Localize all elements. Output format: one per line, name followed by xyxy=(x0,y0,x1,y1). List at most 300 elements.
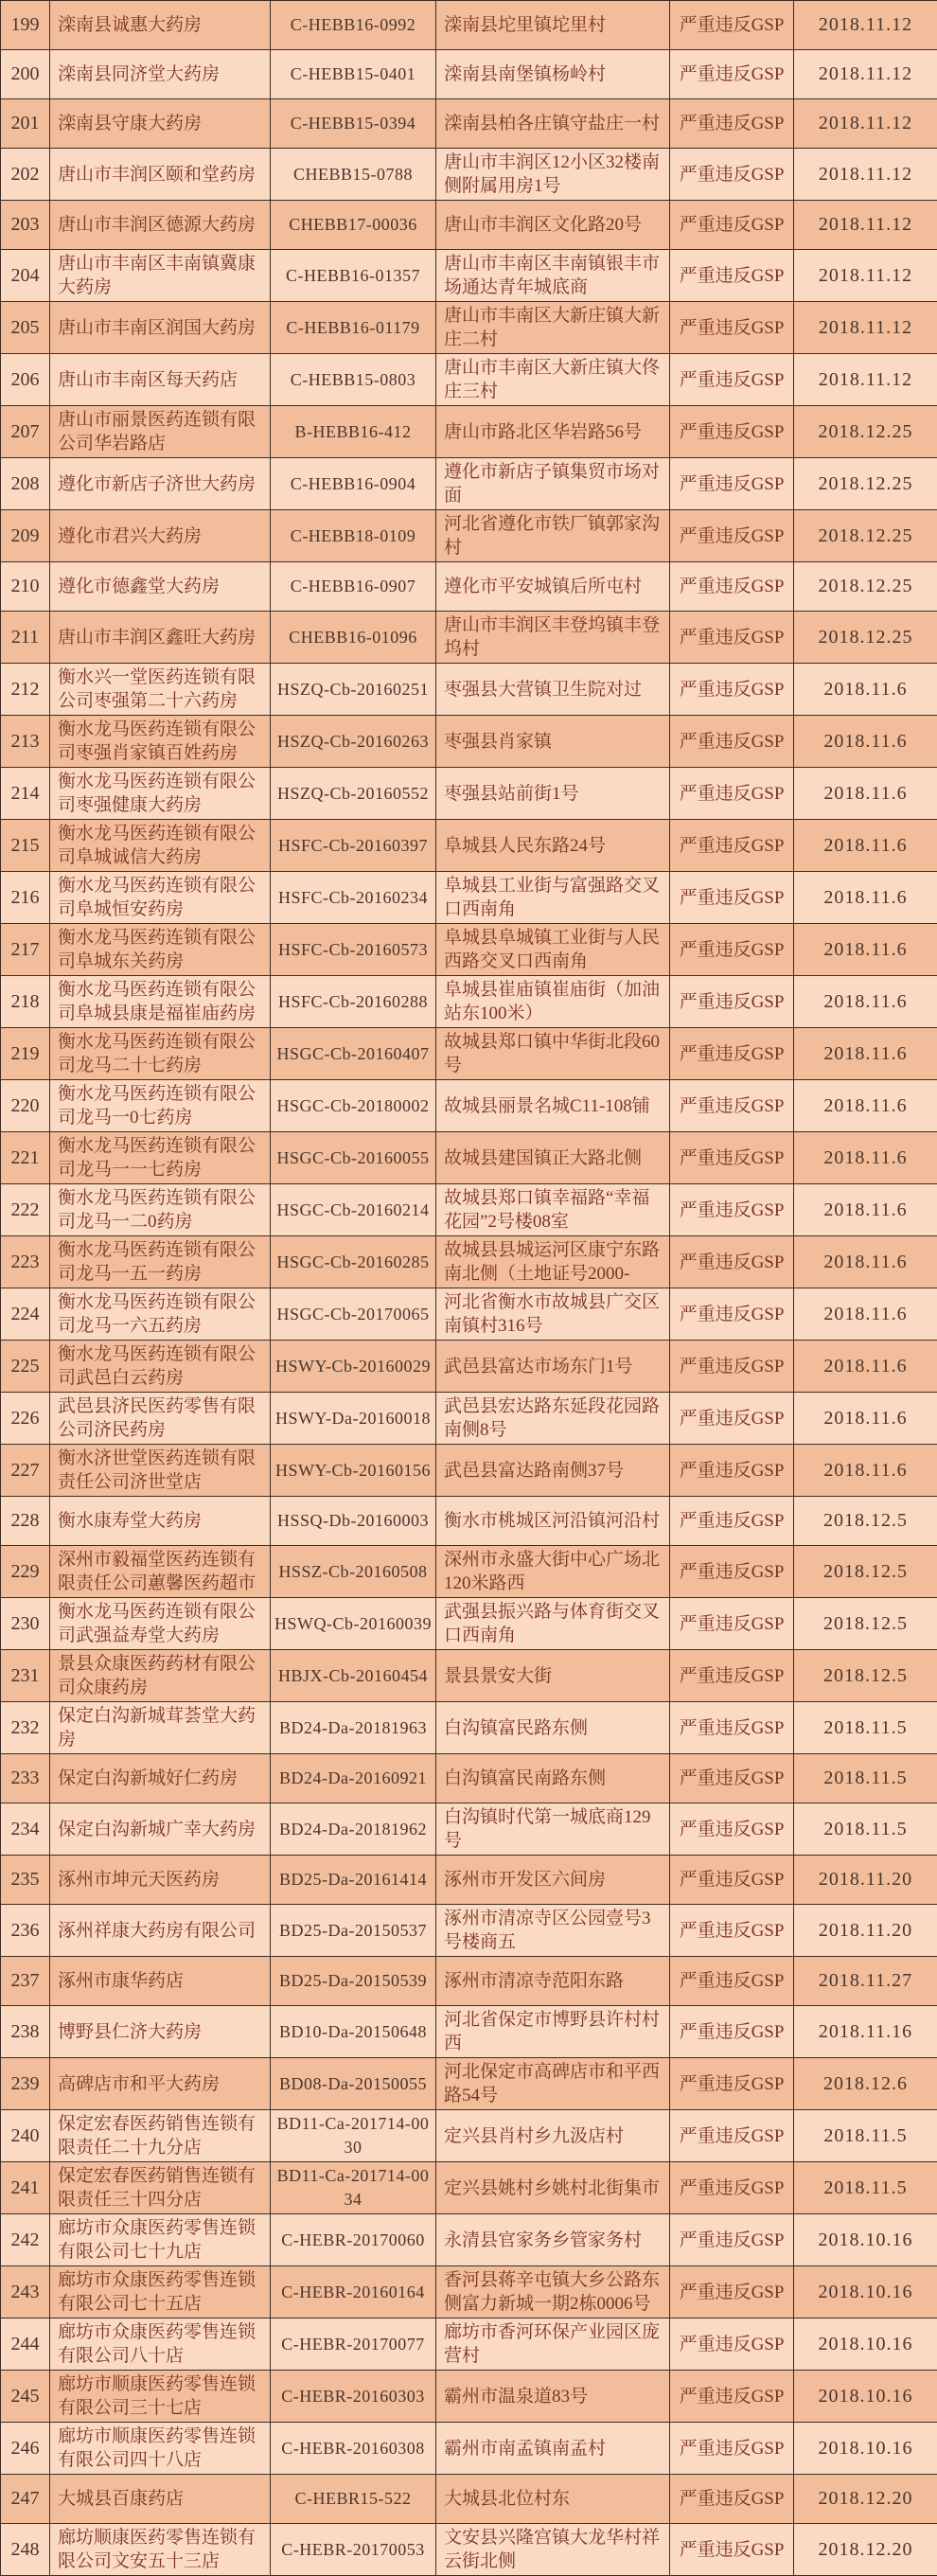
cell-pharmacy-name: 衡水康寿堂大药房 xyxy=(50,1497,271,1546)
cell-address: 故城县郑口镇幸福路“幸福花园”2号楼08室 xyxy=(436,1184,670,1236)
cell-license-code: CHEBB16-01096 xyxy=(271,612,436,664)
cell-pharmacy-name: 唐山市丽景医药连锁有限公司华岩路店 xyxy=(50,406,271,458)
cell-license-code: BD24-Da-20181963 xyxy=(271,1702,436,1754)
cell-license-code: C-HEBR-20160164 xyxy=(271,2266,436,2318)
cell-license-code: C-HEBB15-0803 xyxy=(271,354,436,406)
cell-violation: 严重违反GSP xyxy=(670,201,794,250)
cell-row-number: 248 xyxy=(1,2524,50,2576)
cell-violation: 严重违反GSP xyxy=(670,872,794,924)
cell-pharmacy-name: 衡水兴一堂医药连锁有限公司枣强第二十六药房 xyxy=(50,664,271,716)
cell-violation: 严重违反GSP xyxy=(670,2475,794,2524)
cell-pharmacy-name: 保定白沟新城广幸大药房 xyxy=(50,1803,271,1856)
cell-pharmacy-name: 涿州祥康大药房有限公司 xyxy=(50,1905,271,1957)
cell-violation: 严重违反GSP xyxy=(670,1,794,50)
cell-address: 永清县官家务乡管家务村 xyxy=(436,2214,670,2266)
cell-address: 景县景安大街 xyxy=(436,1650,670,1702)
cell-row-number: 201 xyxy=(1,99,50,149)
cell-address: 故城县建国镇正大路北侧 xyxy=(436,1132,670,1184)
cell-address: 滦南县坨里镇坨里村 xyxy=(436,1,670,50)
cell-violation: 严重违反GSP xyxy=(670,924,794,976)
cell-row-number: 209 xyxy=(1,510,50,562)
cell-address: 涿州市清凉寺范阳东路 xyxy=(436,1957,670,2006)
cell-license-code: C-HEBB16-0907 xyxy=(271,562,436,612)
cell-date: 2018.10.16 xyxy=(794,2266,937,2318)
cell-row-number: 219 xyxy=(1,1028,50,1080)
cell-row-number: 214 xyxy=(1,768,50,820)
cell-date: 2018.12.25 xyxy=(794,612,937,664)
cell-pharmacy-name: 高碑店市和平大药房 xyxy=(50,2058,271,2110)
cell-date: 2018.12.20 xyxy=(794,2475,937,2524)
cell-date: 2018.10.16 xyxy=(794,2214,937,2266)
cell-license-code: C-HEBR-20160303 xyxy=(271,2371,436,2423)
cell-pharmacy-name: 唐山市丰南区每天药店 xyxy=(50,354,271,406)
cell-row-number: 220 xyxy=(1,1080,50,1132)
cell-row-number: 229 xyxy=(1,1546,50,1598)
cell-license-code: HSSZ-Cb-20160508 xyxy=(271,1546,436,1598)
cell-address: 唐山市丰润区丰登坞镇丰登坞村 xyxy=(436,612,670,664)
cell-pharmacy-name: 衡水龙马医药连锁有限公司武强益寿堂大药房 xyxy=(50,1598,271,1650)
cell-pharmacy-name: 衡水龙马医药连锁有限公司武邑白云药房 xyxy=(50,1341,271,1393)
cell-pharmacy-name: 衡水济世堂医药连锁有限责任公司济世堂店 xyxy=(50,1445,271,1497)
cell-pharmacy-name: 深州市毅福堂医药连锁有限责任公司蕙馨医药超市 xyxy=(50,1546,271,1598)
cell-pharmacy-name: 涿州市坤元天医药房 xyxy=(50,1856,271,1905)
cell-license-code: C-HEBB16-0904 xyxy=(271,458,436,510)
cell-date: 2018.11.5 xyxy=(794,2110,937,2162)
cell-date: 2018.11.5 xyxy=(794,1702,937,1754)
cell-date: 2018.10.16 xyxy=(794,2423,937,2475)
cell-address: 定兴县姚村乡姚村北街集市 xyxy=(436,2162,670,2214)
cell-license-code: HSGC-Cb-20180002 xyxy=(271,1080,436,1132)
cell-violation: 严重违反GSP xyxy=(670,2162,794,2214)
cell-violation: 严重违反GSP xyxy=(670,2524,794,2576)
cell-pharmacy-name: 景县众康医药药材有限公司众康药房 xyxy=(50,1650,271,1702)
table-row xyxy=(1,872,937,924)
cell-address: 文安县兴隆宫镇大龙华村祥云街北侧 xyxy=(436,2524,670,2576)
cell-address: 河北省保定市博野县许村村西 xyxy=(436,2006,670,2058)
cell-date: 2018.11.12 xyxy=(794,50,937,99)
table-row xyxy=(1,1957,937,2006)
cell-address: 大城县北位村东 xyxy=(436,2475,670,2524)
cell-pharmacy-name: 涿州市康华药店 xyxy=(50,1957,271,2006)
cell-address: 滦南县柏各庄镇守盐庄一村 xyxy=(436,99,670,149)
table-row xyxy=(1,2475,937,2524)
cell-row-number: 246 xyxy=(1,2423,50,2475)
cell-violation: 严重违反GSP xyxy=(670,612,794,664)
cell-violation: 严重违反GSP xyxy=(670,1080,794,1132)
cell-license-code: BD24-Da-20181962 xyxy=(271,1803,436,1856)
cell-license-code: HSZQ-Cb-20160263 xyxy=(271,716,436,768)
cell-pharmacy-name: 廊坊市众康医药零售连锁有限公司七十九店 xyxy=(50,2214,271,2266)
cell-row-number: 211 xyxy=(1,612,50,664)
cell-address: 霸州市南孟镇南孟村 xyxy=(436,2423,670,2475)
cell-date: 2018.12.5 xyxy=(794,1598,937,1650)
cell-violation: 严重违反GSP xyxy=(670,2110,794,2162)
cell-address: 枣强县大营镇卫生院对过 xyxy=(436,664,670,716)
cell-date: 2018.11.5 xyxy=(794,1754,937,1803)
cell-row-number: 242 xyxy=(1,2214,50,2266)
cell-license-code: C-HEBB15-0401 xyxy=(271,50,436,99)
cell-date: 2018.11.12 xyxy=(794,201,937,250)
table-row xyxy=(1,1,937,50)
cell-row-number: 235 xyxy=(1,1856,50,1905)
cell-date: 2018.12.25 xyxy=(794,458,937,510)
cell-row-number: 240 xyxy=(1,2110,50,2162)
cell-pharmacy-name: 衡水龙马医药连锁有限公司阜城诚信大药房 xyxy=(50,820,271,872)
table-row xyxy=(1,664,937,716)
table-row xyxy=(1,2423,937,2475)
cell-row-number: 208 xyxy=(1,458,50,510)
cell-address: 白沟镇富民路东侧 xyxy=(436,1702,670,1754)
cell-violation: 严重违反GSP xyxy=(670,406,794,458)
cell-license-code: HSGC-Cb-20170065 xyxy=(271,1288,436,1341)
cell-date: 2018.11.6 xyxy=(794,1393,937,1445)
cell-license-code: C-HEBB18-0109 xyxy=(271,510,436,562)
cell-row-number: 233 xyxy=(1,1754,50,1803)
cell-row-number: 234 xyxy=(1,1803,50,1856)
table-row xyxy=(1,1184,937,1236)
cell-row-number: 230 xyxy=(1,1598,50,1650)
cell-date: 2018.11.20 xyxy=(794,1856,937,1905)
cell-date: 2018.11.12 xyxy=(794,354,937,406)
cell-pharmacy-name: 滦南县诚惠大药房 xyxy=(50,1,271,50)
cell-address: 枣强县肖家镇 xyxy=(436,716,670,768)
cell-license-code: HSZQ-Cb-20160552 xyxy=(271,768,436,820)
cell-license-code: C-HEBR-20170077 xyxy=(271,2318,436,2371)
table-row xyxy=(1,458,937,510)
cell-violation: 严重违反GSP xyxy=(670,768,794,820)
table-row xyxy=(1,1236,937,1288)
cell-address: 霸州市温泉道83号 xyxy=(436,2371,670,2423)
cell-license-code: C-HEBB16-01357 xyxy=(271,250,436,302)
cell-pharmacy-name: 衡水龙马医药连锁有限公司龙马一五一药房 xyxy=(50,1236,271,1288)
cell-date: 2018.11.12 xyxy=(794,1,937,50)
cell-violation: 严重违反GSP xyxy=(670,510,794,562)
cell-row-number: 228 xyxy=(1,1497,50,1546)
table-row xyxy=(1,1393,937,1445)
cell-license-code: BD08-Da-20150055 xyxy=(271,2058,436,2110)
cell-row-number: 237 xyxy=(1,1957,50,2006)
cell-violation: 严重违反GSP xyxy=(670,716,794,768)
table-row xyxy=(1,1028,937,1080)
cell-date: 2018.11.6 xyxy=(794,1080,937,1132)
cell-date: 2018.11.6 xyxy=(794,1341,937,1393)
cell-license-code: BD11-Ca-201714-0034 xyxy=(271,2162,436,2214)
table-row xyxy=(1,976,937,1028)
cell-license-code: HSWY-Da-20160018 xyxy=(271,1393,436,1445)
cell-row-number: 216 xyxy=(1,872,50,924)
cell-license-code: BD11-Ca-201714-0030 xyxy=(271,2110,436,2162)
table-row xyxy=(1,250,937,302)
cell-pharmacy-name: 滦南县同济堂大药房 xyxy=(50,50,271,99)
cell-violation: 严重违反GSP xyxy=(670,1132,794,1184)
cell-address: 衡水市桃城区河沿镇河沿村 xyxy=(436,1497,670,1546)
cell-row-number: 217 xyxy=(1,924,50,976)
cell-license-code: C-HEBR-20160308 xyxy=(271,2423,436,2475)
cell-violation: 严重违反GSP xyxy=(670,1598,794,1650)
cell-violation: 严重违反GSP xyxy=(670,1028,794,1080)
cell-license-code: BD10-Da-20150648 xyxy=(271,2006,436,2058)
cell-date: 2018.11.20 xyxy=(794,1905,937,1957)
table-row xyxy=(1,2266,937,2318)
cell-violation: 严重违反GSP xyxy=(670,2058,794,2110)
cell-violation: 严重违反GSP xyxy=(670,1184,794,1236)
cell-violation: 严重违反GSP xyxy=(670,1856,794,1905)
cell-address: 故城县郑口镇中华街北段60号 xyxy=(436,1028,670,1080)
table-row xyxy=(1,716,937,768)
cell-pharmacy-name: 廊坊市顺康医药零售连锁有限公司三十七店 xyxy=(50,2371,271,2423)
cell-pharmacy-name: 衡水龙马医药连锁有限公司龙马一0七药房 xyxy=(50,1080,271,1132)
cell-pharmacy-name: 遵化市君兴大药房 xyxy=(50,510,271,562)
cell-license-code: C-HEBR15-522 xyxy=(271,2475,436,2524)
cell-row-number: 206 xyxy=(1,354,50,406)
cell-date: 2018.11.12 xyxy=(794,250,937,302)
cell-license-code: HSFC-Cb-20160573 xyxy=(271,924,436,976)
table-row xyxy=(1,1288,937,1341)
cell-address: 深州市永盛大街中心广场北120米路西 xyxy=(436,1546,670,1598)
cell-violation: 严重违反GSP xyxy=(670,1957,794,2006)
table-row xyxy=(1,2110,937,2162)
cell-violation: 严重违反GSP xyxy=(670,458,794,510)
cell-date: 2018.11.12 xyxy=(794,99,937,149)
cell-date: 2018.11.6 xyxy=(794,976,937,1028)
cell-date: 2018.11.6 xyxy=(794,1445,937,1497)
cell-violation: 严重违反GSP xyxy=(670,1341,794,1393)
cell-pharmacy-name: 衡水龙马医药连锁有限公司阜城东关药房 xyxy=(50,924,271,976)
cell-license-code: BD24-Da-20160921 xyxy=(271,1754,436,1803)
cell-violation: 严重违反GSP xyxy=(670,250,794,302)
cell-pharmacy-name: 唐山市丰润区鑫旺大药房 xyxy=(50,612,271,664)
table-row xyxy=(1,1546,937,1598)
cell-license-code: C-HEBB15-0394 xyxy=(271,99,436,149)
cell-row-number: 210 xyxy=(1,562,50,612)
cell-address: 遵化市新店子镇集贸市场对面 xyxy=(436,458,670,510)
cell-address: 唐山市丰南区大新庄镇大新庄二村 xyxy=(436,302,670,354)
cell-address: 唐山市丰润区12小区32楼南侧附属用房1号 xyxy=(436,149,670,201)
cell-address: 滦南县南堡镇杨岭村 xyxy=(436,50,670,99)
cell-license-code: C-HEBB16-01179 xyxy=(271,302,436,354)
cell-license-code: HSFC-Cb-20160234 xyxy=(271,872,436,924)
cell-violation: 严重违反GSP xyxy=(670,1236,794,1288)
cell-address: 唐山市路北区华岩路56号 xyxy=(436,406,670,458)
cell-date: 2018.11.5 xyxy=(794,1803,937,1856)
table-row xyxy=(1,1856,937,1905)
cell-address: 白沟镇时代第一城底商129号 xyxy=(436,1803,670,1856)
cell-violation: 严重违反GSP xyxy=(670,1497,794,1546)
cell-license-code: CHEBB15-0788 xyxy=(271,149,436,201)
cell-violation: 严重违反GSP xyxy=(670,2423,794,2475)
cell-pharmacy-name: 廊坊市众康医药零售连锁有限公司七十五店 xyxy=(50,2266,271,2318)
cell-row-number: 224 xyxy=(1,1288,50,1341)
table-row xyxy=(1,1905,937,1957)
cell-row-number: 238 xyxy=(1,2006,50,2058)
cell-license-code: HBJX-Cb-20160454 xyxy=(271,1650,436,1702)
cell-pharmacy-name: 衡水龙马医药连锁有限公司龙马一二0药房 xyxy=(50,1184,271,1236)
cell-date: 2018.11.27 xyxy=(794,1957,937,2006)
table-row xyxy=(1,149,937,201)
cell-date: 2018.10.16 xyxy=(794,2318,937,2371)
cell-date: 2018.11.6 xyxy=(794,820,937,872)
cell-violation: 严重违反GSP xyxy=(670,99,794,149)
cell-pharmacy-name: 衡水龙马医药连锁有限公司龙马一六五药房 xyxy=(50,1288,271,1341)
cell-pharmacy-name: 保定白沟新城茸荟堂大药房 xyxy=(50,1702,271,1754)
cell-row-number: 247 xyxy=(1,2475,50,2524)
table-row xyxy=(1,1132,937,1184)
cell-address: 武邑县富达市场东门1号 xyxy=(436,1341,670,1393)
cell-license-code: C-HEBR-20170060 xyxy=(271,2214,436,2266)
cell-date: 2018.12.25 xyxy=(794,562,937,612)
table-row xyxy=(1,50,937,99)
table-row xyxy=(1,99,937,149)
cell-row-number: 239 xyxy=(1,2058,50,2110)
table-row xyxy=(1,510,937,562)
table-body xyxy=(1,1,937,2576)
cell-date: 2018.11.6 xyxy=(794,1236,937,1288)
table-row xyxy=(1,1445,937,1497)
cell-date: 2018.12.25 xyxy=(794,510,937,562)
cell-pharmacy-name: 唐山市丰润区德源大药房 xyxy=(50,201,271,250)
table-row xyxy=(1,2524,937,2576)
cell-address: 廊坊市香河环保产业园区庞营村 xyxy=(436,2318,670,2371)
cell-address: 故城县丽景名城C11-108铺 xyxy=(436,1080,670,1132)
cell-pharmacy-name: 大城县百康药店 xyxy=(50,2475,271,2524)
cell-violation: 严重违反GSP xyxy=(670,2318,794,2371)
cell-address: 白沟镇富民南路东侧 xyxy=(436,1754,670,1803)
cell-violation: 严重违反GSP xyxy=(670,354,794,406)
cell-address: 阜城县阜城镇工业街与人民西路交叉口西南角 xyxy=(436,924,670,976)
cell-license-code: HSWY-Cb-20160156 xyxy=(271,1445,436,1497)
cell-row-number: 215 xyxy=(1,820,50,872)
cell-row-number: 200 xyxy=(1,50,50,99)
cell-row-number: 232 xyxy=(1,1702,50,1754)
cell-violation: 严重违反GSP xyxy=(670,1546,794,1598)
cell-date: 2018.11.6 xyxy=(794,1184,937,1236)
cell-pharmacy-name: 保定白沟新城好仁药房 xyxy=(50,1754,271,1803)
cell-address: 阜城县人民东路24号 xyxy=(436,820,670,872)
cell-violation: 严重违反GSP xyxy=(670,820,794,872)
cell-row-number: 225 xyxy=(1,1341,50,1393)
cell-address: 武邑县富达路南侧37号 xyxy=(436,1445,670,1497)
cell-license-code: C-HEBB16-0992 xyxy=(271,1,436,50)
cell-pharmacy-name: 唐山市丰南区丰南镇冀康大药房 xyxy=(50,250,271,302)
cell-row-number: 221 xyxy=(1,1132,50,1184)
table-row xyxy=(1,1754,937,1803)
cell-address: 涿州市清凉寺区公园壹号3号楼商五 xyxy=(436,1905,670,1957)
cell-row-number: 212 xyxy=(1,664,50,716)
cell-row-number: 202 xyxy=(1,149,50,201)
cell-license-code: C-HEBR-20170053 xyxy=(271,2524,436,2576)
cell-address: 故城县县城运河区康宁东路南北侧（土地证号2000- xyxy=(436,1236,670,1288)
cell-pharmacy-name: 廊坊市众康医药零售连锁有限公司八十店 xyxy=(50,2318,271,2371)
cell-row-number: 204 xyxy=(1,250,50,302)
cell-address: 定兴县肖村乡九汲店村 xyxy=(436,2110,670,2162)
cell-violation: 严重违反GSP xyxy=(670,149,794,201)
cell-row-number: 226 xyxy=(1,1393,50,1445)
cell-pharmacy-name: 廊坊市顺康医药零售连锁有限公司四十八店 xyxy=(50,2423,271,2475)
table-row xyxy=(1,2318,937,2371)
cell-date: 2018.11.6 xyxy=(794,768,937,820)
cell-pharmacy-name: 武邑县济民医药零售有限公司济民药房 xyxy=(50,1393,271,1445)
cell-license-code: HSFC-Cb-20160288 xyxy=(271,976,436,1028)
cell-address: 唐山市丰润区文化路20号 xyxy=(436,201,670,250)
cell-address: 阜城县崔庙镇崔庙街（加油站东100米） xyxy=(436,976,670,1028)
cell-row-number: 231 xyxy=(1,1650,50,1702)
cell-violation: 严重违反GSP xyxy=(670,1393,794,1445)
cell-license-code: BD25-Da-20150539 xyxy=(271,1957,436,2006)
cell-date: 2018.11.6 xyxy=(794,664,937,716)
cell-date: 2018.10.16 xyxy=(794,2371,937,2423)
cell-violation: 严重违反GSP xyxy=(670,562,794,612)
table-row xyxy=(1,1702,937,1754)
cell-pharmacy-name: 遵化市德鑫堂大药房 xyxy=(50,562,271,612)
cell-license-code: HSWQ-Cb-20160039 xyxy=(271,1598,436,1650)
cell-violation: 严重违反GSP xyxy=(670,302,794,354)
cell-violation: 严重违反GSP xyxy=(670,1445,794,1497)
cell-date: 2018.12.5 xyxy=(794,1546,937,1598)
table-row xyxy=(1,1803,937,1856)
cell-license-code: CHEBB17-00036 xyxy=(271,201,436,250)
cell-violation: 严重违反GSP xyxy=(670,2006,794,2058)
cell-pharmacy-name: 衡水龙马医药连锁有限公司枣强肖家镇百姓药房 xyxy=(50,716,271,768)
cell-row-number: 218 xyxy=(1,976,50,1028)
table-row xyxy=(1,302,937,354)
table-row xyxy=(1,562,937,612)
cell-license-code: BD25-Da-20150537 xyxy=(271,1905,436,1957)
cell-address: 河北保定市高碑店市和平西路54号 xyxy=(436,2058,670,2110)
cell-date: 2018.11.12 xyxy=(794,149,937,201)
cell-date: 2018.12.6 xyxy=(794,2058,937,2110)
cell-violation: 严重违反GSP xyxy=(670,664,794,716)
cell-row-number: 199 xyxy=(1,1,50,50)
table-row xyxy=(1,924,937,976)
cell-license-code: HSGC-Cb-20160407 xyxy=(271,1028,436,1080)
cell-violation: 严重违反GSP xyxy=(670,2266,794,2318)
cell-violation: 严重违反GSP xyxy=(670,2371,794,2423)
cell-license-code: HSWY-Cb-20160029 xyxy=(271,1341,436,1393)
table-row xyxy=(1,612,937,664)
cell-row-number: 223 xyxy=(1,1236,50,1288)
cell-violation: 严重违反GSP xyxy=(670,1702,794,1754)
table-row xyxy=(1,354,937,406)
cell-pharmacy-name: 唐山市丰南区润国大药房 xyxy=(50,302,271,354)
cell-address: 唐山市丰南区大新庄镇大佟庄三村 xyxy=(436,354,670,406)
cell-row-number: 205 xyxy=(1,302,50,354)
cell-violation: 严重违反GSP xyxy=(670,2214,794,2266)
cell-date: 2018.11.12 xyxy=(794,302,937,354)
table-row xyxy=(1,406,937,458)
cell-row-number: 244 xyxy=(1,2318,50,2371)
cell-date: 2018.12.20 xyxy=(794,2524,937,2576)
cell-row-number: 227 xyxy=(1,1445,50,1497)
cell-address: 唐山市丰南区丰南镇银丰市场通达青年城底商 xyxy=(436,250,670,302)
cell-pharmacy-name: 衡水龙马医药连锁有限公司枣强健康大药房 xyxy=(50,768,271,820)
cell-address: 河北省衡水市故城县广交区南镇村316号 xyxy=(436,1288,670,1341)
cell-row-number: 241 xyxy=(1,2162,50,2214)
cell-pharmacy-name: 保定宏春医药销售连锁有限责任三十四分店 xyxy=(50,2162,271,2214)
cell-license-code: HSGC-Cb-20160055 xyxy=(271,1132,436,1184)
cell-date: 2018.12.25 xyxy=(794,406,937,458)
table-row xyxy=(1,2058,937,2110)
table-row xyxy=(1,2214,937,2266)
cell-address: 阜城县工业街与富强路交叉口西南角 xyxy=(436,872,670,924)
cell-pharmacy-name: 衡水龙马医药连锁有限公司龙马一一七药房 xyxy=(50,1132,271,1184)
cell-date: 2018.11.6 xyxy=(794,872,937,924)
cell-row-number: 243 xyxy=(1,2266,50,2318)
cell-row-number: 207 xyxy=(1,406,50,458)
cell-pharmacy-name: 唐山市丰润区颐和堂药房 xyxy=(50,149,271,201)
cell-row-number: 203 xyxy=(1,201,50,250)
table-row xyxy=(1,1598,937,1650)
cell-violation: 严重违反GSP xyxy=(670,50,794,99)
